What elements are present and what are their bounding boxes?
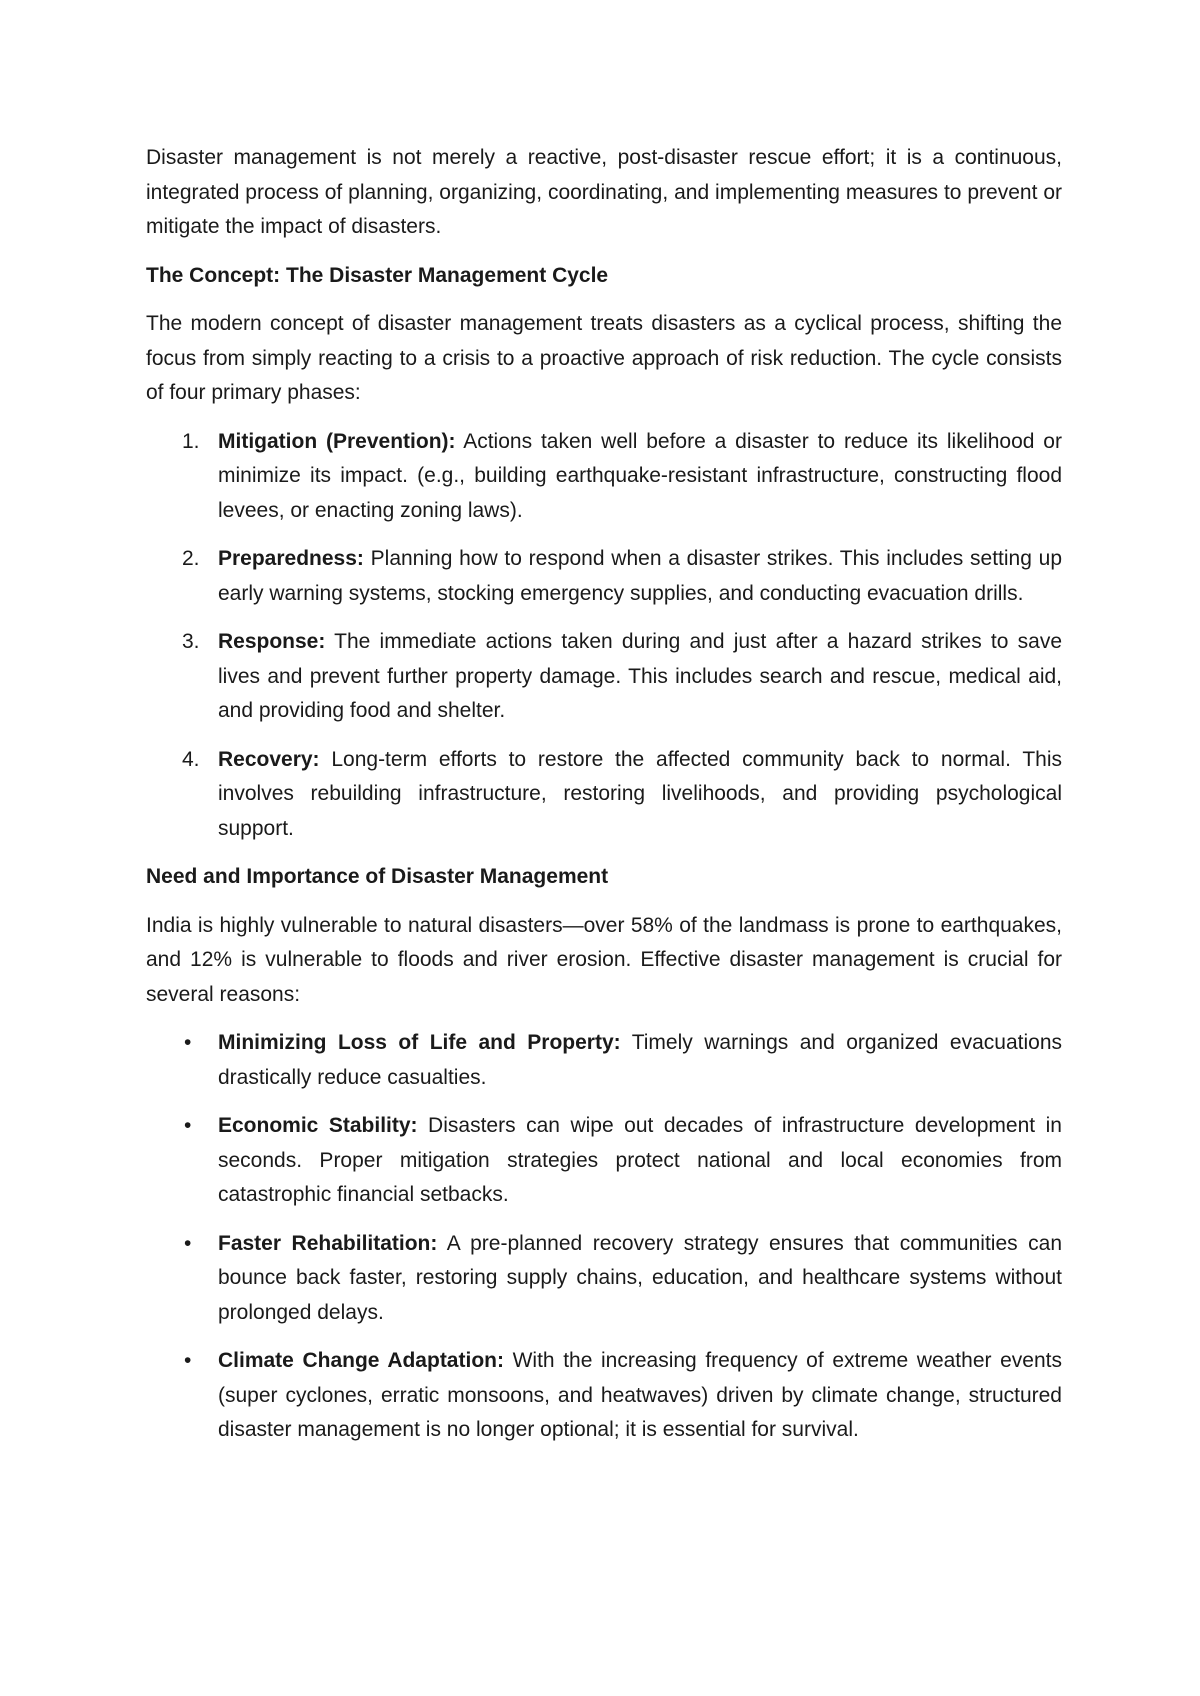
reason-description: Disasters can wipe out decades of infrastructure development in seconds. Proper mitigation strategies protect national and local economies from catastrophic financial setbacks. — [218, 1114, 1062, 1206]
reason-term: Economic Stability: — [218, 1114, 418, 1137]
bullet-icon: • — [184, 1114, 192, 1137]
phase-term: Recovery: — [218, 747, 320, 771]
section-heading-cycle: The Concept: The Disaster Management Cycle — [146, 263, 609, 287]
importance-intro-paragraph: India is highly vulnerable to natural disasters—over 58% of the landmass is prone to earthquakes, and 12% is vulnerable to floods and river erosion. Effective disaster management is crucial for several reasons: — [146, 913, 1062, 1006]
cycle-phases-list — [146, 425, 1062, 847]
reason-description: Timely warnings and organized evacuations drastically reduce casualties. — [218, 1031, 1062, 1089]
phase-description: Actions taken well before a disaster to reduce its likelihood or minimize its impact. (e.g., building earthquake-resistant infrastructure, constructing flood levees, or enacting zoning laws). — [218, 429, 1062, 522]
list-number: 2. — [182, 547, 200, 570]
bullet-icon: • — [184, 1031, 192, 1054]
list-number: 3. — [182, 630, 200, 653]
phase-term: Preparedness: — [218, 547, 364, 570]
reason-description: A pre-planned recovery strategy ensures that communities can bounce back faster, restoring supply chains, education, and healthcare systems without prolonged delays. — [218, 1231, 1063, 1324]
phase-term: Response: — [218, 630, 326, 653]
list-number: 4. — [182, 747, 200, 771]
section-heading-importance: Need and Importance of Disaster Management — [146, 865, 609, 888]
phase-term: Mitigation (Prevention): — [218, 429, 456, 453]
reason-term: Faster Rehabilitation: — [218, 1231, 438, 1255]
intro-paragraph: Disaster management is not merely a reactive, post-disaster rescue effort; it is a continuous, integrated process of planning, organizing, coordinating, and implementing measures to prevent or mitigate the impact of disasters. — [146, 146, 1062, 238]
cycle-intro-paragraph: The modern concept of disaster management treats disasters as a cyclical process, shifting the focus from simply reacting to a crisis to a proactive approach of risk reduction. The cycle consists of four primary phases: — [146, 312, 1062, 404]
importance-list — [146, 1026, 1062, 1448]
list-number: 1. — [182, 429, 200, 453]
document-page — [146, 141, 1062, 1462]
reason-term: Climate Change Adaptation: — [218, 1349, 504, 1372]
list-item — [146, 425, 1062, 529]
list-item — [146, 1026, 1062, 1095]
phase-description: The immediate actions taken during and just after a hazard strikes to save lives and prevent further property damage. This includes search and rescue, medical aid, and providing food and shelter. — [218, 630, 1062, 722]
reason-term: Minimizing Loss of Life and Property: — [218, 1031, 621, 1054]
list-item — [146, 625, 1062, 729]
bullet-icon: • — [184, 1349, 192, 1372]
list-item — [146, 1227, 1062, 1331]
list-item — [146, 1344, 1062, 1448]
phase-description: Planning how to respond when a disaster strikes. This includes setting up early warning systems, stocking emergency supplies, and conducting evacuation drills. — [218, 547, 1062, 605]
list-item — [146, 743, 1062, 847]
phase-description: Long-term efforts to restore the affected community back to normal. This involves rebuilding infrastructure, restoring livelihoods, and providing psychological support. — [218, 747, 1062, 840]
list-item — [146, 1109, 1062, 1213]
list-item — [146, 542, 1062, 611]
bullet-icon: • — [184, 1231, 192, 1255]
reason-description: With the increasing frequency of extreme weather events (super cyclones, erratic monsoons, and heatwaves) driven by climate change, structured disaster management is no longer optional; it is essential for survival. — [218, 1349, 1062, 1441]
